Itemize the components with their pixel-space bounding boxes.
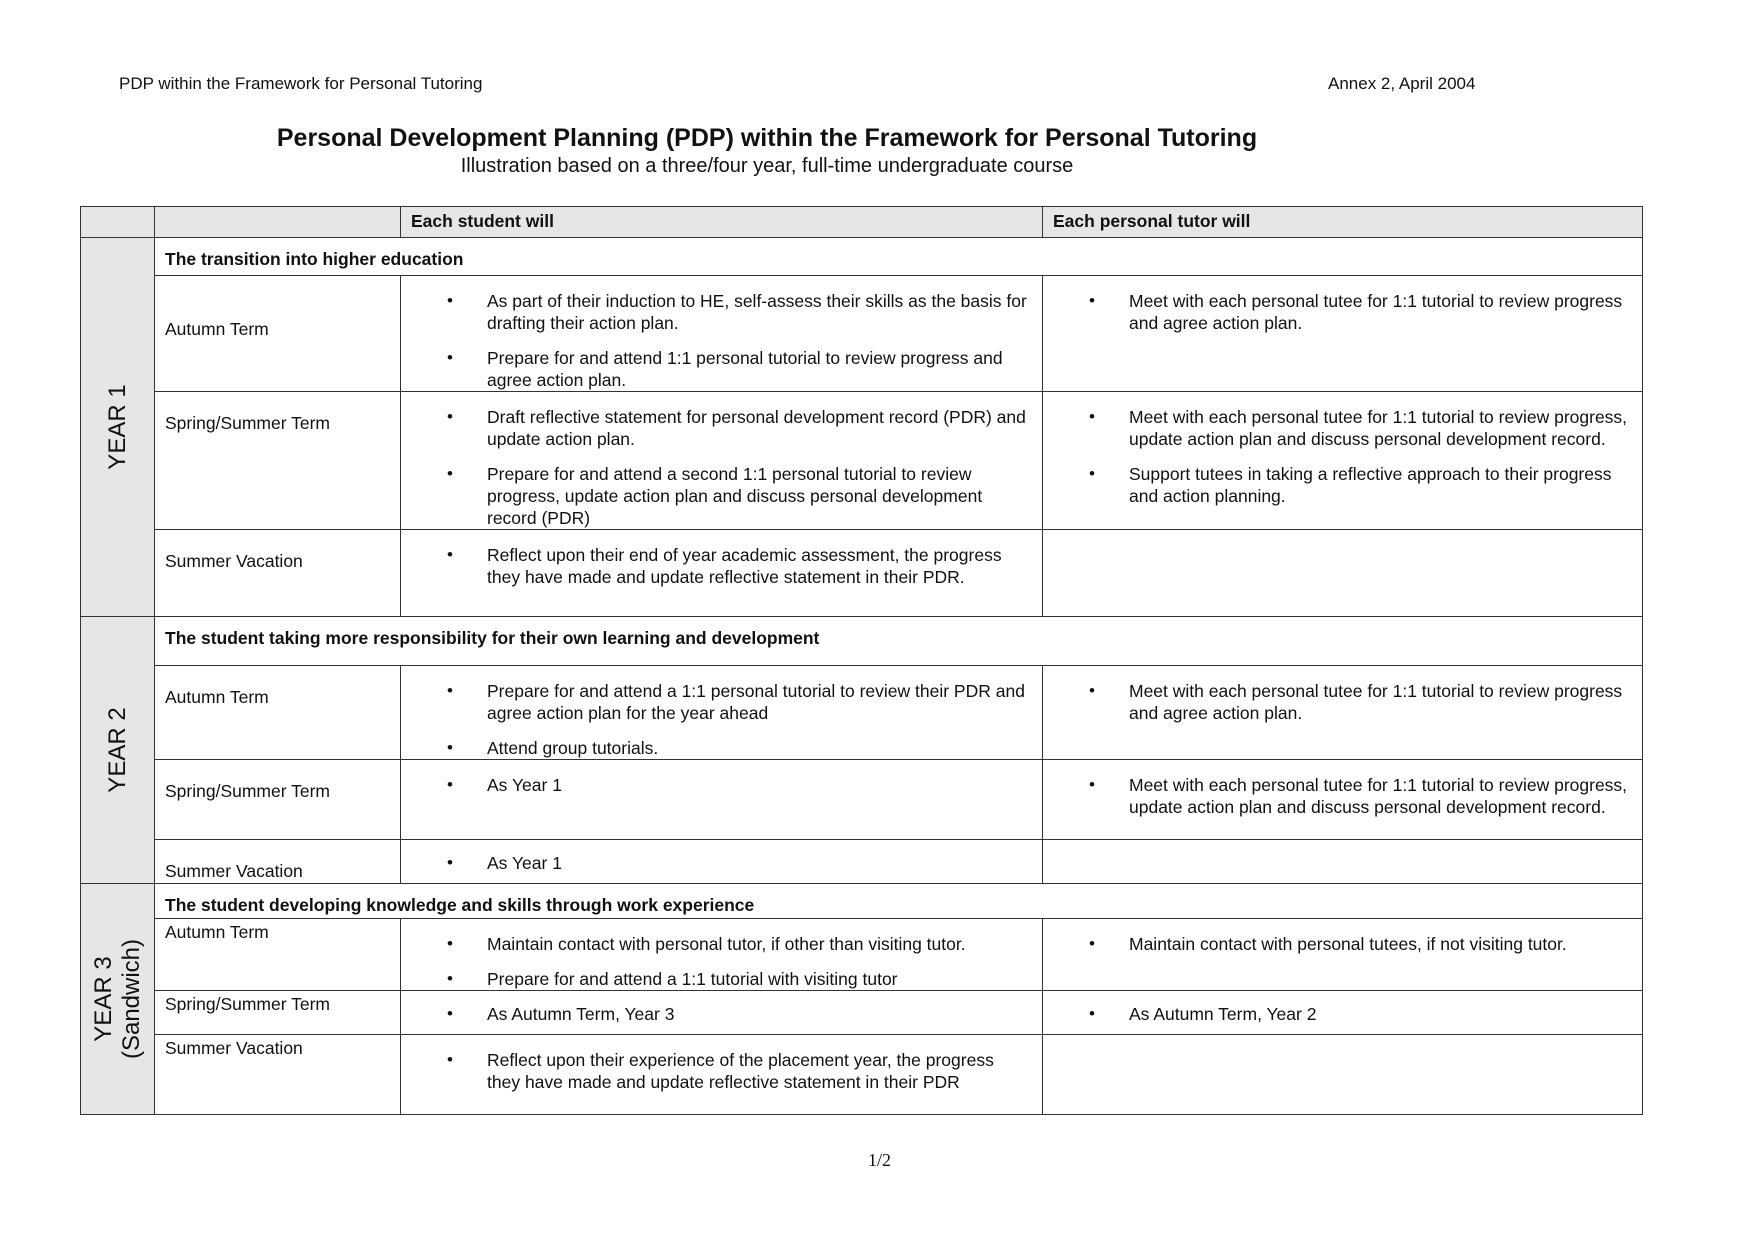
term-label: Spring/Summer Term — [155, 991, 401, 1035]
year-label-cell — [81, 884, 155, 1115]
column-header-row — [81, 207, 1643, 238]
student-cell — [401, 392, 1043, 530]
table-row — [81, 1035, 1643, 1115]
term-header-cell — [155, 207, 401, 238]
list-item: • Reflect upon their end of year academic assessment, the progress they have made and update reflective statement in their PDR. — [401, 544, 1030, 588]
tutor-cell — [1043, 530, 1643, 617]
term-label: Summer Vacation — [155, 530, 401, 617]
table-row — [81, 666, 1643, 760]
list-item: • Meet with each personal tutee for 1:1 tutorial to review progress and agree action plan. — [1043, 290, 1630, 334]
list-item: • As part of their induction to HE, self-assess their skills as the basis for drafting their action plan. — [401, 290, 1030, 334]
document-subtitle: Illustration based on a three/four year, full-time undergraduate course — [460, 155, 1074, 177]
document-title: Personal Development Planning (PDP) within the Framework for Personal Tutoring — [276, 124, 1258, 152]
tutor-cell — [1043, 1035, 1643, 1115]
section-title: The transition into higher education — [155, 238, 1643, 276]
table-row — [81, 919, 1643, 991]
student-cell — [401, 760, 1043, 840]
list-item: • Prepare for and attend a 1:1 personal tutorial to review their PDR and agree action plan for the year ahead — [401, 680, 1030, 724]
term-label: Spring/Summer Term — [155, 392, 401, 530]
tutor-cell — [1043, 666, 1643, 760]
list-item: • Maintain contact with personal tutees, if not visiting tutor. — [1043, 933, 1630, 955]
table-row — [81, 276, 1643, 392]
table-row — [81, 530, 1643, 617]
year-label: YEAR 2 — [103, 707, 131, 793]
tutor-column-header: Each personal tutor will — [1043, 207, 1643, 238]
list-item: • As Year 1 — [401, 774, 1030, 796]
page-number: 1/2 — [868, 1150, 892, 1170]
term-label: Autumn Term — [155, 666, 401, 760]
student-column-header: Each student will — [401, 207, 1043, 238]
list-item: • Meet with each personal tutee for 1:1 tutorial to review progress, update action plan and discuss personal development record. — [1043, 406, 1630, 450]
year-label-cell — [81, 617, 155, 884]
list-item: • Support tutees in taking a reflective approach to their progress and action planning. — [1043, 463, 1630, 507]
list-item: • Prepare for and attend a second 1:1 personal tutorial to review progress, update action plan and discuss personal development record (PDR) — [401, 463, 1030, 529]
year-header-cell — [81, 207, 155, 238]
tutor-cell — [1043, 276, 1643, 392]
term-label: Autumn Term — [155, 276, 401, 392]
student-cell — [401, 840, 1043, 884]
list-item: • Meet with each personal tutee for 1:1 tutorial to review progress and agree action plan. — [1043, 680, 1630, 724]
section-title: The student developing knowledge and skills through work experience — [155, 884, 1643, 919]
table-row — [81, 840, 1643, 884]
student-cell — [401, 276, 1043, 392]
year-label-line-1: YEAR 3 — [89, 956, 117, 1042]
section-row — [81, 238, 1643, 276]
tutor-cell — [1043, 760, 1643, 840]
list-item: • As Autumn Term, Year 3 — [401, 1003, 1030, 1025]
table-row — [81, 991, 1643, 1035]
year-label-cell — [81, 238, 155, 617]
year-label — [90, 939, 146, 1059]
year-label: YEAR 1 — [103, 384, 131, 470]
term-label: Summer Vacation — [155, 1035, 401, 1115]
list-item: • Reflect upon their experience of the placement year, the progress they have made and update reflective statement in their PDR — [401, 1049, 1030, 1093]
section-row — [81, 617, 1643, 666]
term-label: Summer Vacation — [155, 840, 401, 884]
list-item: • Prepare for and attend 1:1 personal tutorial to review progress and agree action plan. — [401, 347, 1030, 391]
table-row — [81, 760, 1643, 840]
running-header-left: PDP within the Framework for Personal Tutoring — [119, 74, 483, 93]
section-row — [81, 884, 1643, 919]
term-label: Spring/Summer Term — [155, 760, 401, 840]
tutor-cell — [1043, 840, 1643, 884]
pdp-table — [80, 206, 1643, 1115]
section-title: The student taking more responsibility for their own learning and development — [155, 617, 1643, 666]
student-cell — [401, 530, 1043, 617]
term-label: Autumn Term — [155, 919, 401, 991]
year-label-line-2: (Sandwich) — [117, 938, 145, 1060]
list-item: • Prepare for and attend a 1:1 tutorial with visiting tutor — [401, 968, 1030, 990]
student-cell — [401, 666, 1043, 760]
running-header-right: Annex 2, April 2004 — [1328, 74, 1476, 93]
tutor-cell — [1043, 991, 1643, 1035]
student-cell — [401, 919, 1043, 991]
list-item: • Draft reflective statement for personal development record (PDR) and update action plan. — [401, 406, 1030, 450]
list-item: • Attend group tutorials. — [401, 737, 1030, 759]
list-item: • Meet with each personal tutee for 1:1 tutorial to review progress, update action plan and discuss personal development record. — [1043, 774, 1630, 818]
tutor-cell — [1043, 919, 1643, 991]
student-cell — [401, 1035, 1043, 1115]
table-row — [81, 392, 1643, 530]
student-cell — [401, 991, 1043, 1035]
tutor-cell — [1043, 392, 1643, 530]
list-item: • Maintain contact with personal tutor, if other than visiting tutor. — [401, 933, 1030, 955]
list-item: • As Autumn Term, Year 2 — [1043, 1003, 1630, 1025]
list-item: • As Year 1 — [401, 852, 1030, 874]
